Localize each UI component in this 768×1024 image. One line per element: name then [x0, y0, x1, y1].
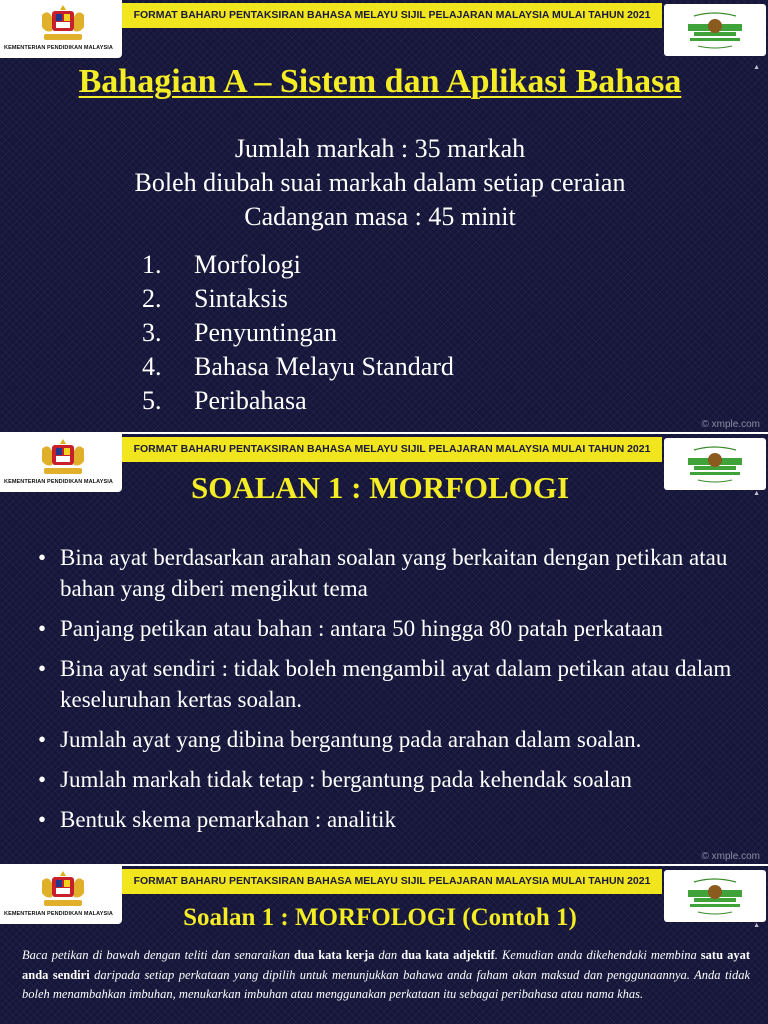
list-item: 1. Morfologi	[142, 250, 301, 279]
emphasis: dua kata adjektif	[401, 948, 495, 962]
banner-text: FORMAT BAHARU PENTAKSIRAN BAHASA MELAYU SIJIL PELAJARAN MALAYSIA MULAI TAHUN 2021	[133, 875, 651, 887]
list-item: • Bina ayat sendiri : tidak boleh mengambil ayat dalam petikan atau dalam keseluruhan kertas soalan.	[38, 653, 748, 715]
header-banner	[122, 3, 662, 28]
corner-mark: ▲	[753, 490, 760, 497]
bullet-icon: •	[38, 807, 47, 832]
suggested-time-line: Cadangan masa : 45 minit	[244, 202, 516, 231]
header-banner	[122, 437, 662, 462]
institution-logo	[664, 4, 766, 56]
slide-bahagian-a	[0, 0, 768, 432]
slide-header	[0, 0, 768, 62]
corner-mark: ▲	[753, 922, 760, 929]
slide-soalan-1	[0, 434, 768, 864]
list-item: 4. Bahasa Melayu Standard	[142, 352, 454, 381]
instruction-paragraph: Baca petikan di bawah dengan teliti dan senaraikan dua kata kerja dan dua kata adjektif. Kemudian anda dikehendaki membina satu ayat anda sendiri daripada setiap perkataan yang dipilih untuk menunjukkan bahawa anda faham akan maksud dan penggunaannya. Anda tidak boleh menambahkan imbuhan, menukarkan imbuhan atau menggunakan perkataan itu sebagai peribahasa atau nama khas.	[22, 948, 751, 1001]
list-item: • Bentuk skema pemarkahan : analitik	[38, 804, 748, 835]
emphasis: satu ayat anda sendiri	[22, 948, 750, 982]
list-item: 5. Peribahasa	[142, 386, 307, 415]
corner-mark: ▲	[753, 64, 760, 71]
ministry-caption: KEMENTERIAN PENDIDIKAN MALAYSIA	[4, 911, 113, 917]
coat-of-arms-icon	[38, 869, 88, 909]
bullet-list	[38, 542, 748, 844]
coat-of-arms-icon	[38, 3, 88, 43]
bullet-icon: •	[38, 656, 47, 681]
ministry-caption: KEMENTERIAN PENDIDIKAN MALAYSIA	[4, 479, 113, 485]
list-item: • Bina ayat berdasarkan arahan soalan yang berkaitan dengan petikan atau bahan yang diberi mengikut tema	[38, 542, 748, 604]
list-item: • Jumlah ayat yang dibina bergantung pada arahan dalam soalan.	[38, 724, 748, 755]
watermark: © xmple.com	[701, 419, 760, 430]
emphasis: dua kata kerja	[294, 948, 375, 962]
bullet-icon: •	[38, 616, 47, 641]
slide-contoh-1	[0, 866, 768, 1024]
ministry-caption: KEMENTERIAN PENDIDIKAN MALAYSIA	[4, 45, 113, 51]
section-list	[142, 250, 454, 420]
slide-title: Bahagian A – Sistem dan Aplikasi Bahasa	[78, 63, 682, 100]
banner-text: FORMAT BAHARU PENTAKSIRAN BAHASA MELAYU SIJIL PELAJARAN MALAYSIA MULAI TAHUN 2021	[133, 9, 651, 21]
institution-logo-icon	[684, 10, 746, 50]
total-marks-line: Jumlah markah : 35 markah	[234, 134, 526, 163]
slide-title: SOALAN 1 : MORFOLOGI	[190, 470, 570, 505]
watermark: © xmple.com	[701, 851, 760, 862]
list-item: • Panjang petikan atau bahan : antara 50 hingga 80 patah perkataan	[38, 613, 748, 644]
bullet-icon: •	[38, 545, 47, 570]
bullet-icon: •	[38, 727, 47, 752]
list-item: 2. Sintaksis	[142, 284, 288, 313]
banner-text: FORMAT BAHARU PENTAKSIRAN BAHASA MELAYU SIJIL PELAJARAN MALAYSIA MULAI TAHUN 2021	[133, 443, 651, 455]
list-item: 3. Penyuntingan	[142, 318, 337, 347]
list-item: • Jumlah markah tidak tetap : bergantung pada kehendak soalan	[38, 764, 748, 795]
slide-title: Soalan 1 : MORFOLOGI (Contoh 1)	[183, 904, 577, 931]
ministry-logo	[0, 0, 122, 58]
adjustable-marks-line: Boleh diubah suai markah dalam setiap ceraian	[134, 168, 626, 197]
header-banner	[122, 869, 662, 894]
bullet-icon: •	[38, 767, 47, 792]
